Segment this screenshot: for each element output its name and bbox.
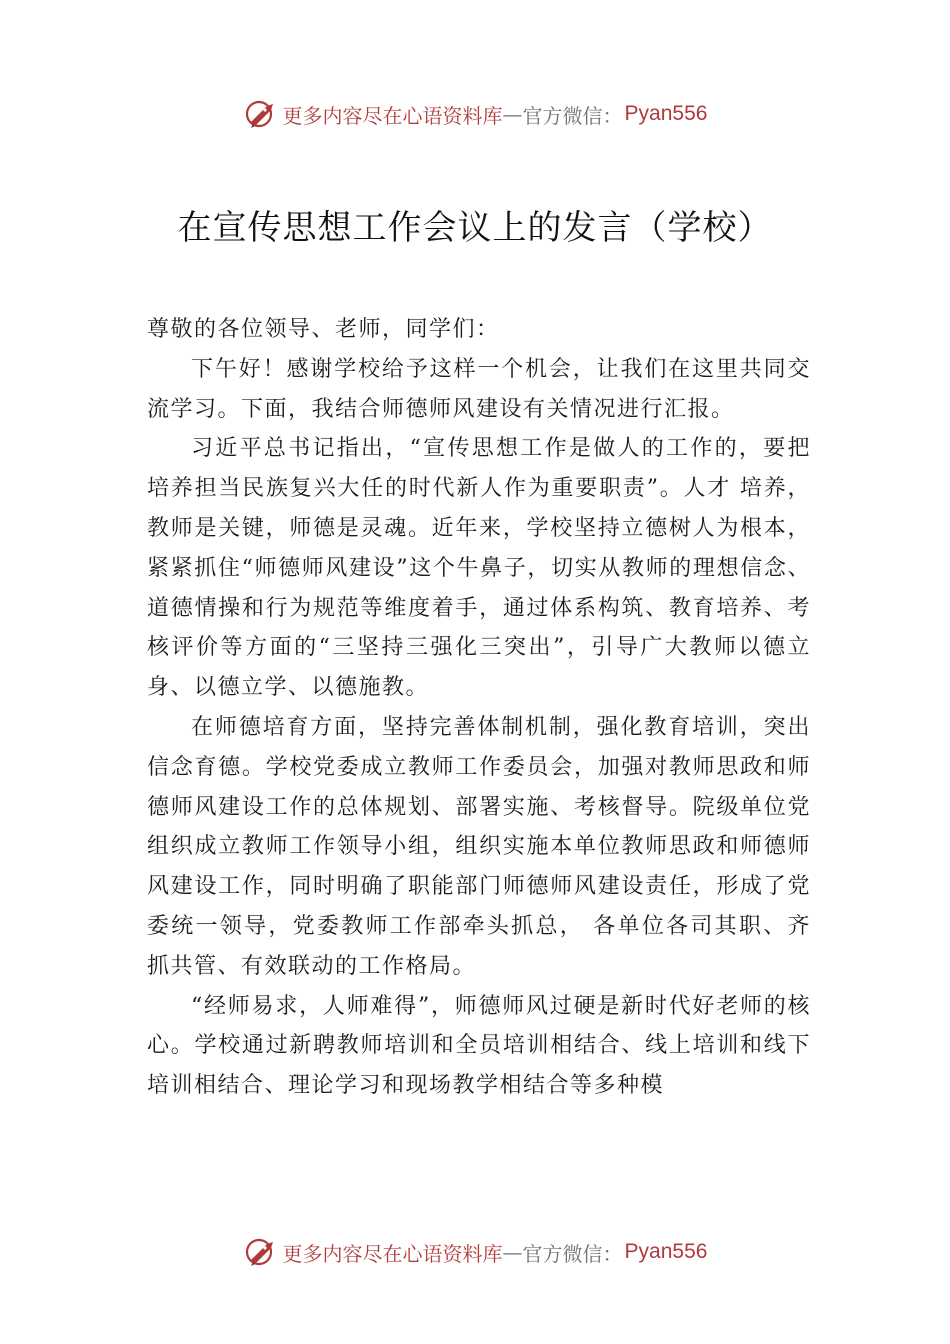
paragraph-3: 在师德培育方面，坚持完善体制机制，强化教育培训，突出信念育德。学校党委成立教师工作委员会，加强对教师思政和师德师风建设工作的总体规划、部署实施、考核督导。院级单位党组织成立教师工作领导小组，组织实施本单位教师思政和师德师风建设工作，同时明确了职能部门师德师风建设责任，形成了党委统一领导，党委教师工作部牵头抓总， 各单位各司其职、齐抓共管、有效联动的工作格局。 bbox=[147, 714, 811, 979]
footer-watermark-dash: — bbox=[502, 1240, 523, 1264]
header-watermark bbox=[0, 94, 950, 134]
document-body bbox=[147, 310, 811, 1106]
footer-watermark bbox=[0, 1232, 950, 1272]
footer-watermark-site-text: 更多内容尽在心语资料库 bbox=[282, 1241, 503, 1266]
document-title: 在宣传思想工作会议上的发言（学校） bbox=[177, 208, 773, 248]
pen-nib-logo-icon bbox=[243, 96, 279, 132]
watermark-dash: — bbox=[502, 102, 523, 126]
pen-nib-logo-icon bbox=[243, 1234, 279, 1270]
salutation: 尊敬的各位领导、老师，同学们： bbox=[147, 317, 500, 342]
paragraph-2: 习近平总书记指出，“宣传思想工作是做人的工作的，要把培养担当民族复兴大任的时代新人作为重要职责”。人才 培养，教师是关键，师德是灵魂。近年来，学校坚持立德树人为根本，紧紧抓住“师德师风建设”这个牛鼻子，切实从教师的理想信念、道德情操和行为规范等维度着手，通过体系构筑、教育培养、考核评价等方面的“三坚持三强化三突出”，引导广大教师以德立身、以德立学、以德施教。 bbox=[147, 436, 811, 701]
paragraph-4: “经师易求，人师难得”，师德师风过硬是新时代好老师的核心。学校通过新聘教师培训和全员培训相结合、线上培训和线下培训相结合、理论学习和现场教学相结合等多种模 bbox=[147, 993, 811, 1099]
paragraph-1: 下午好！感谢学校给予这样一个机会，让我们在这里共同交流学习。下面，我结合师德师风建设有关情况进行汇报。 bbox=[147, 356, 811, 422]
footer-watermark-wechat-label: 官方微信： bbox=[522, 1241, 623, 1266]
watermark-site-text: 更多内容尽在心语资料库 bbox=[282, 103, 503, 128]
watermark-wechat-label: 官方微信： bbox=[522, 103, 623, 128]
watermark-wechat-id: Pyan556 bbox=[624, 102, 708, 125]
footer-watermark-wechat-id: Pyan556 bbox=[624, 1240, 708, 1263]
